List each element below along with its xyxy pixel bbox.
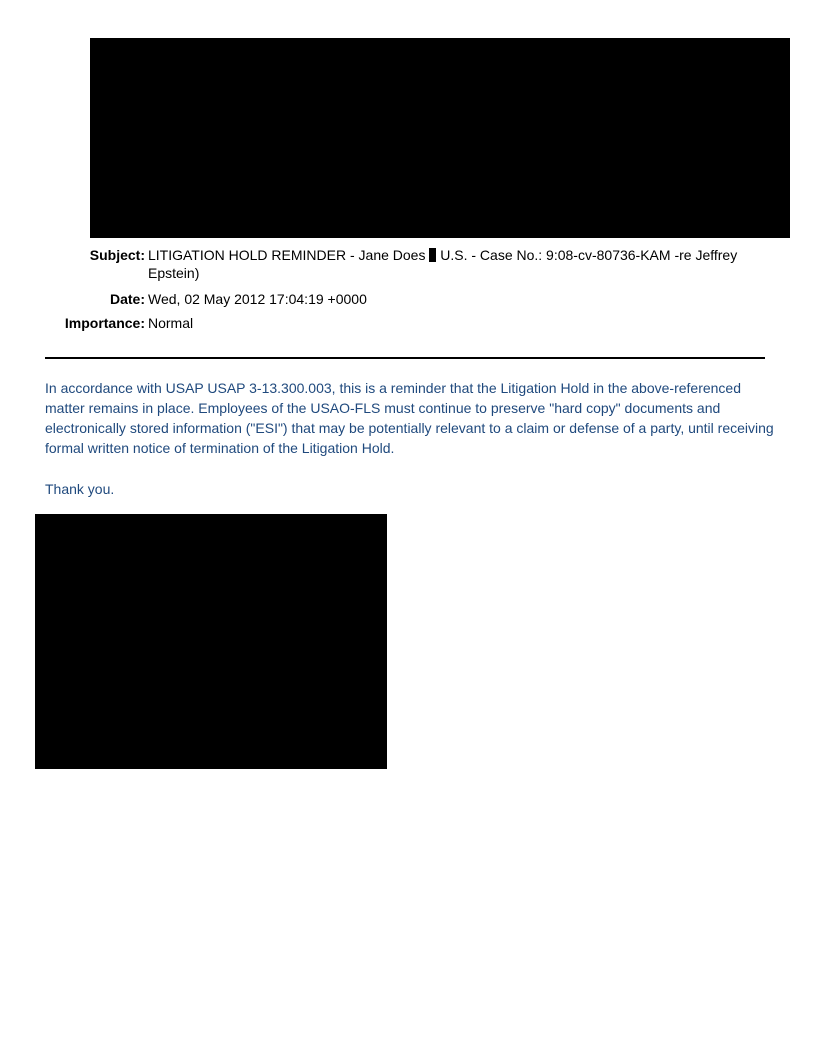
subject-text-part2: U.S. - Case No.: 9:08-cv-80736-KAM -re Jeffrey Epstein) — [148, 247, 738, 281]
subject-value — [148, 246, 748, 282]
date-value: Wed, 02 May 2012 17:04:19 +0000 — [148, 291, 367, 307]
importance-value: Normal — [148, 315, 194, 331]
header-divider — [45, 357, 765, 359]
body-paragraph: In accordance with USAP USAP 3-13.300.003, this is a reminder that the Litigation Hold in the above-referenced matter remains in place. Employees of the USAO-FLS must continue to preserve "hard copy" documents and electronically stored information ("ESI") that may be potentially relevant to a claim or defense of a party, until receiving formal written notice of termination of the Litigation Hold. — [45, 380, 774, 456]
redacted-header-block — [90, 38, 790, 238]
body-signoff: Thank you. — [45, 481, 115, 497]
redacted-signature-block — [35, 514, 387, 769]
subject-label: Subject: — [89, 247, 145, 263]
importance-label: Importance: — [64, 315, 145, 331]
date-label: Date: — [109, 291, 145, 307]
subject-text-part1: LITIGATION HOLD REMINDER - Jane Does — [148, 247, 430, 263]
